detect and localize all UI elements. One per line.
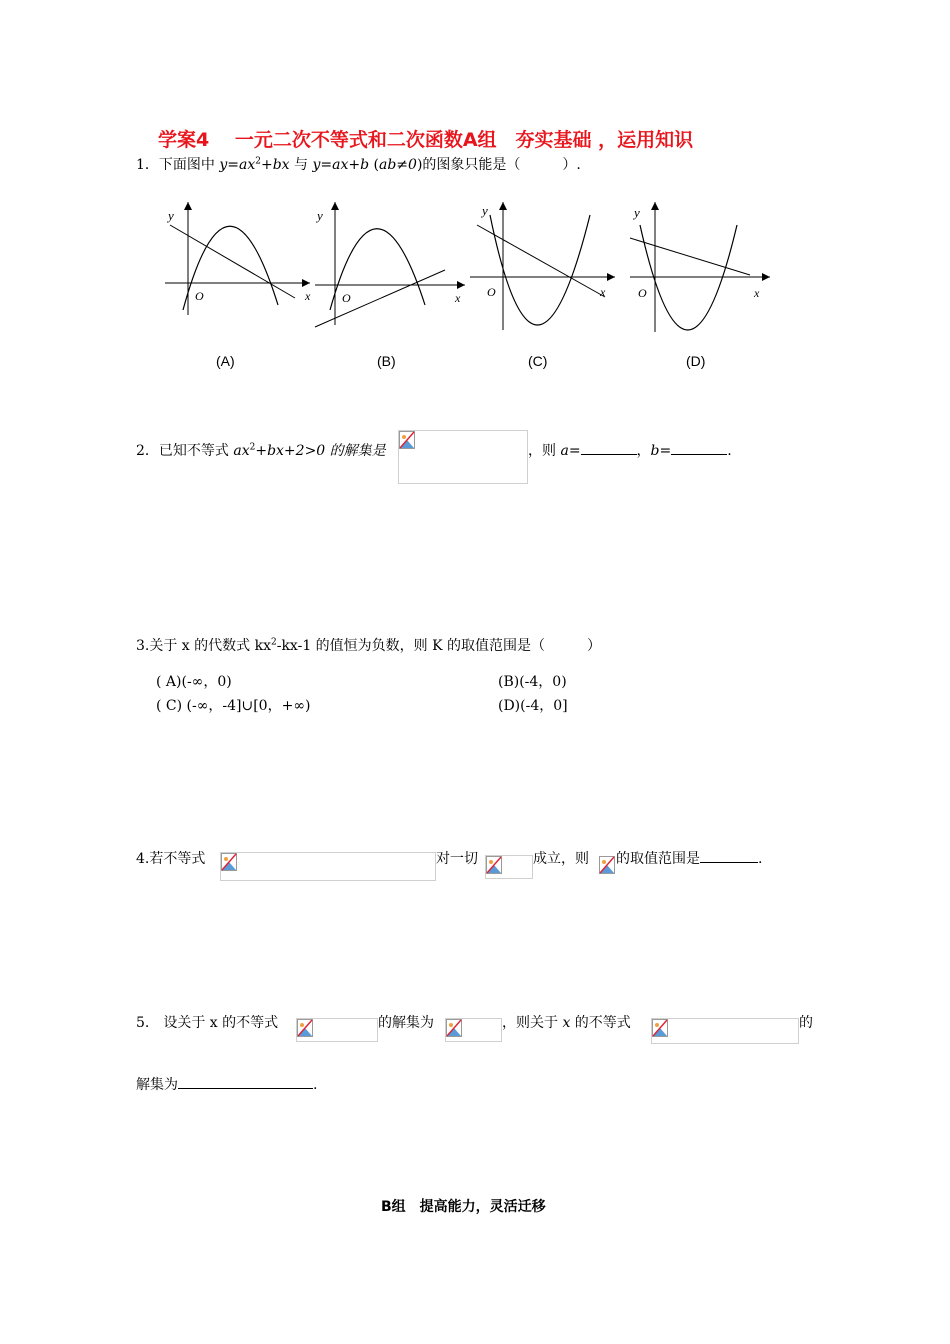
- question-4-mid1: 对一切: [436, 851, 478, 867]
- graph-d: [615, 190, 795, 340]
- question-2: 2．已知不等式 $ax^2+bx+2>0$ 的解集是: [136, 442, 386, 459]
- page-title: 学案4 一元二次不等式和二次函数A组 夯实基础 ，运用知识: [158, 129, 694, 151]
- graph-label-c: (C): [528, 353, 548, 369]
- graph-b: [300, 190, 480, 340]
- answer-blank-5[interactable]: [178, 1088, 313, 1089]
- formula-image-placeholder: [651, 1018, 799, 1044]
- formula-image-placeholder: [296, 1018, 378, 1042]
- origin-label: O: [487, 285, 496, 299]
- origin-label: O: [195, 289, 204, 303]
- x-axis-label: x: [600, 285, 606, 299]
- y-axis-label: y: [482, 203, 488, 218]
- question-5-mid1: 的解集为: [378, 1015, 434, 1031]
- answer-blank-4[interactable]: [700, 862, 758, 863]
- x-axis-label: x: [754, 286, 760, 300]
- broken-image-icon: [446, 1019, 462, 1037]
- graph-label-d: (D): [686, 353, 706, 369]
- answer-blank-a[interactable]: [581, 454, 637, 455]
- graph-c: [455, 190, 635, 340]
- graph-label-b: (B): [377, 353, 396, 369]
- option-b: (B)(-4，0): [498, 674, 567, 690]
- broken-image-icon: [297, 1019, 313, 1037]
- y-axis-label: y: [317, 208, 323, 223]
- graph-label-a: (A): [216, 353, 235, 369]
- y-axis-label: y: [634, 205, 640, 220]
- option-c: ( C) (-∞，-4]∪[0，+∞): [156, 698, 311, 714]
- formula-image-placeholder: [220, 852, 436, 881]
- formula-image-placeholder: [599, 856, 615, 874]
- question-5-prefix: 5. 设关于 x 的不等式: [136, 1015, 279, 1031]
- broken-image-icon: [486, 856, 502, 874]
- answer-blank-b[interactable]: [671, 454, 727, 455]
- option-d: (D)(-4，0]: [498, 698, 568, 714]
- origin-label: O: [342, 291, 351, 305]
- question-5-line2: 解集为 .: [136, 1077, 318, 1093]
- formula-image-placeholder: [445, 1018, 502, 1042]
- x-axis-label: x: [455, 291, 461, 305]
- question-4-prefix: 4.若不等式: [136, 851, 206, 867]
- broken-image-icon: [221, 853, 237, 871]
- question-1: 1．下面图中 $y=ax^2+bx$ 与 y=ax+b (ab≠0)的图象只能是（ ）.: [136, 156, 581, 173]
- formula-image-placeholder: [398, 430, 528, 484]
- broken-image-icon: [599, 856, 615, 874]
- question-4-mid2: 成立，则: [533, 851, 589, 867]
- broken-image-icon: [399, 431, 415, 449]
- broken-image-icon: [652, 1019, 668, 1037]
- question-3: 3.关于 x 的代数式 $kx^2-kx-1$ 的值恒为负数，则 K 的取值范围是（ ）: [136, 637, 602, 654]
- y-axis-label: y: [168, 208, 174, 223]
- option-a: ( A)(-∞，0): [156, 674, 232, 690]
- origin-label: O: [638, 286, 647, 300]
- section-b-heading: B组 提高能力，灵活迁移: [381, 1199, 546, 1215]
- question-4-tail: 的取值范围是 .: [616, 851, 763, 867]
- x-axis-label: x: [305, 289, 311, 303]
- question-5-end1: 的: [799, 1015, 813, 1031]
- question-2-tail: ，则 a= ，b= .: [528, 443, 732, 459]
- question-5-mid2: ，则关于 x 的不等式: [502, 1015, 631, 1031]
- formula-image-placeholder: [485, 855, 533, 879]
